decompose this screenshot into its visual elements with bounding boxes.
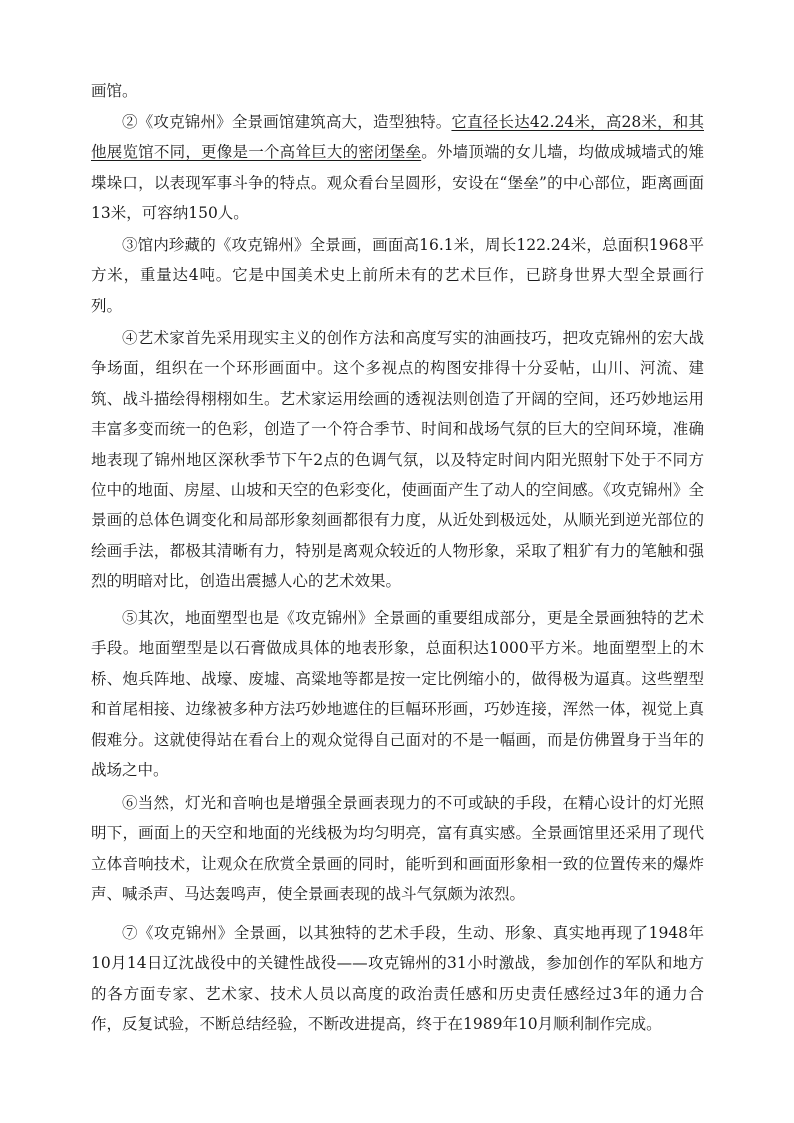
paragraph-2-lead: ②《攻克锦州》全景画馆建筑高大，造型独特。 [122,113,452,131]
paragraph-continuation: 画馆。 [91,82,138,100]
paragraph-2 [91,107,704,229]
paragraph-2-underlined-text: 它直径长达42.24米，高28米，和其他展览馆不同，更像是一个高耸巨大的密闭堡垒 [91,113,704,162]
paragraph-7: ⑦《攻克锦州》全景画，以其独特的艺术手段，生动、形象、真实地再现了1948年10月14日辽沈战役中的关键性战役——攻克锦州的31小时激战，参加创作的军队和地方的各方面专家、艺术家、技术人员以高度的政治责任感和历史责任感经过3年的通力合作，反复试验，不断总结经验，不断改进提高，终于在1989年10月顺利制作完成。 [91,924,704,1034]
paragraph-6: ⑥当然，灯光和音响也是增强全景画表现力的不可或缺的手段，在精心设计的灯光照明下，画面上的天空和地面的光线极为均匀明亮，富有真实感。全景画馆里还采用了现代立体音响技术，让观众在欣赏全景画的同时，能听到和画面形象相一致的位置传来的爆炸声、喊杀声、马达轰鸣声，使全景画表现的战斗气氛颇为浓烈。 [91,794,704,904]
paragraph-5: ⑤其次，地面塑型也是《攻克锦州》全景画的重要组成部分，更是全景画独特的艺术手段。地面塑型是以石膏做成具体的地表形象，总面积达1000平方米。地面塑型上的木桥、炮兵阵地、战壕、废墟、高粱地等都是按一定比例缩小的，做得极为逼真。这些塑型和首尾相接、边缘被多种方法巧妙地遮住的巨幅环形画，巧妙连接，浑然一体，视觉上真假难分。这就使得站在看台上的观众觉得自己面对的不是一幅画，而是仿佛置身于当年的战场之中。 [91,609,704,780]
paragraph-3: ③馆内珍藏的《攻克锦州》全景画，画面高16.1米，周长122.24米，总面积1968平方米，重量达4吨。它是中国美术史上前所未有的艺术巨作，已跻身世界大型全景画行列。 [91,236,704,315]
paragraph-2-tail: 。外墙顶端的女儿墙，均做成城墙式的雉堞垛口，以表现军事斗争的特点。观众看台呈圆形，安设在“堡垒”的中心部位，距离画面13米，可容纳150人。 [91,143,704,223]
paragraph-4: ④艺术家首先采用现实主义的创作方法和高度写实的油画技巧，把攻克锦州的宏大战争场面，组织在一个环形画面中。这个多视点的构图安排得十分妥帖，山川、河流、建筑、战斗描绘得栩栩如生。艺术家运用绘画的透视法则创造了开阔的空间，还巧妙地运用丰富多变而统一的色彩，创造了一个符合季节、时间和战场气氛的巨大的空间环境，准确地表现了锦州地区深秋季节下午2点的色调气氛，以及特定时间内阳光照射下处于不同方位中的地面、房屋、山坡和天空的色彩变化，使画面产生了动人的空间感。《攻克锦州》全景画的总体色调变化和局部形象刻画都很有力度，从近处到极远处，从顺光到逆光部位的绘画手法，都极其清晰有力，特别是离观众较近的人物形象，采取了粗犷有力的笔触和强烈的明暗对比，创造出震撼人心的艺术效果。 [91,329,704,591]
